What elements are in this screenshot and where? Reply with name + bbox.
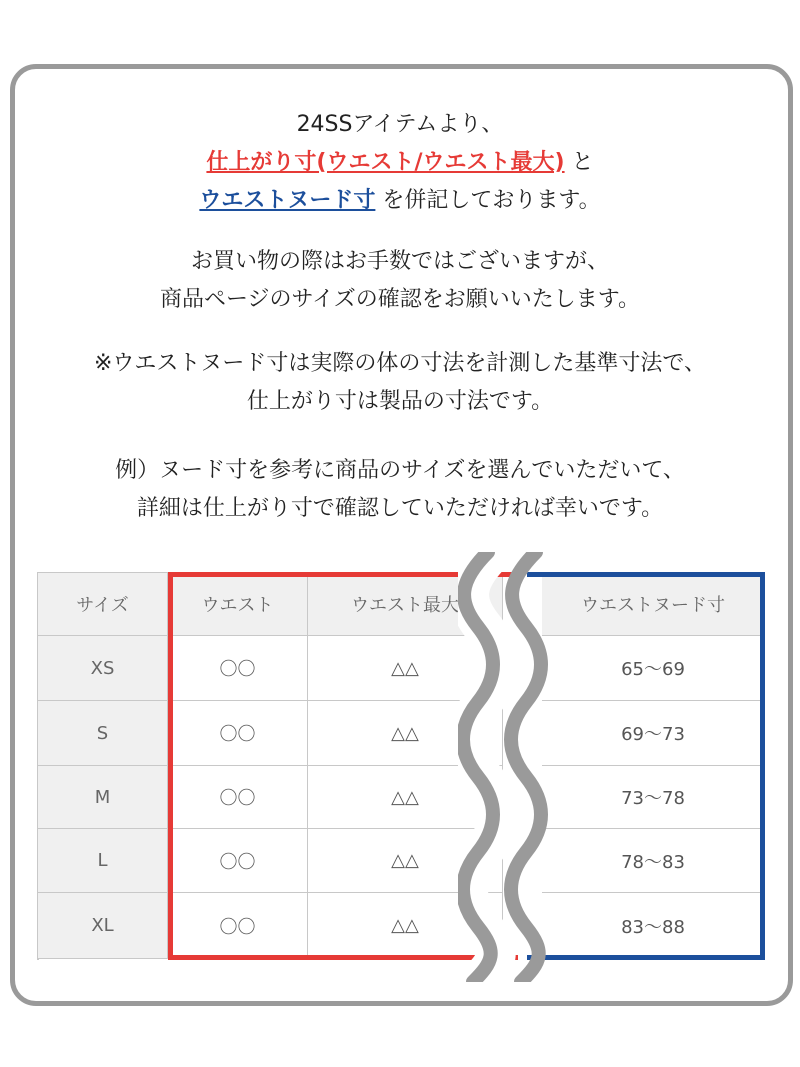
waist-nude-cell: 69〜73 (542, 701, 764, 766)
size-cell: L (38, 829, 168, 893)
waist-max-cell: △△ (308, 829, 503, 893)
intro-line-3 (15, 182, 785, 220)
size-table (37, 572, 765, 960)
waist-max-cell: △△ (308, 893, 503, 959)
size-cell: M (38, 766, 168, 829)
waist-cell: 〇〇 (168, 766, 308, 829)
example-text (15, 452, 785, 528)
waist-nude-cell: 73〜78 (542, 766, 764, 829)
note-text (15, 345, 785, 421)
waist-max-cell: △△ (308, 636, 503, 701)
example-line-1: 例）ヌード寸を参考に商品のサイズを選んでいただいて、 (115, 458, 685, 483)
waist-nude-cell: 65〜69 (542, 636, 764, 701)
size-cell: XL (38, 893, 168, 959)
waist-max-cell: △△ (308, 701, 503, 766)
intro-line-3-suffix: を併記しております。 (375, 188, 601, 213)
header-size: サイズ (38, 573, 168, 636)
finished-size-label: 仕上がり寸(ウエスト/ウエスト最大) (206, 150, 565, 175)
waist-max-cell: △△ (308, 766, 503, 829)
size-cell: S (38, 701, 168, 766)
waist-cell: 〇〇 (168, 636, 308, 701)
size-cell: XS (38, 636, 168, 701)
waist-nude-cell: 78〜83 (542, 829, 764, 893)
notice-line-1: お買い物の際はお手数ではございますが、 (190, 249, 609, 274)
example-line-2: 詳細は仕上がり寸で確認していただければ幸いです。 (136, 496, 664, 521)
intro-line-2 (15, 144, 785, 182)
notice-line-2: 商品ページのサイズの確認をお願いいたします。 (159, 287, 641, 312)
wave-divider-icon (458, 552, 558, 982)
header-waist: ウエスト (168, 573, 308, 636)
nude-size-label: ウエストヌード寸 (199, 188, 376, 213)
waist-cell: 〇〇 (168, 893, 308, 959)
waist-nude-cell: 83〜88 (542, 893, 764, 959)
header-waist-max: ウエスト最大 (308, 573, 503, 636)
intro-line-2-suffix: と (564, 150, 594, 175)
notice-text (15, 243, 785, 319)
intro-line-1: 24SSアイテムより、 (296, 112, 504, 137)
intro-text (15, 106, 785, 220)
header-waist-nude: ウエストヌード寸 (542, 573, 764, 636)
waist-cell: 〇〇 (168, 829, 308, 893)
note-line-1: ※ウエストヌード寸は実際の体の寸法を計測した基準寸法で、 (94, 351, 706, 376)
waist-cell: 〇〇 (168, 701, 308, 766)
note-line-2: 仕上がり寸は製品の寸法です。 (246, 389, 554, 414)
